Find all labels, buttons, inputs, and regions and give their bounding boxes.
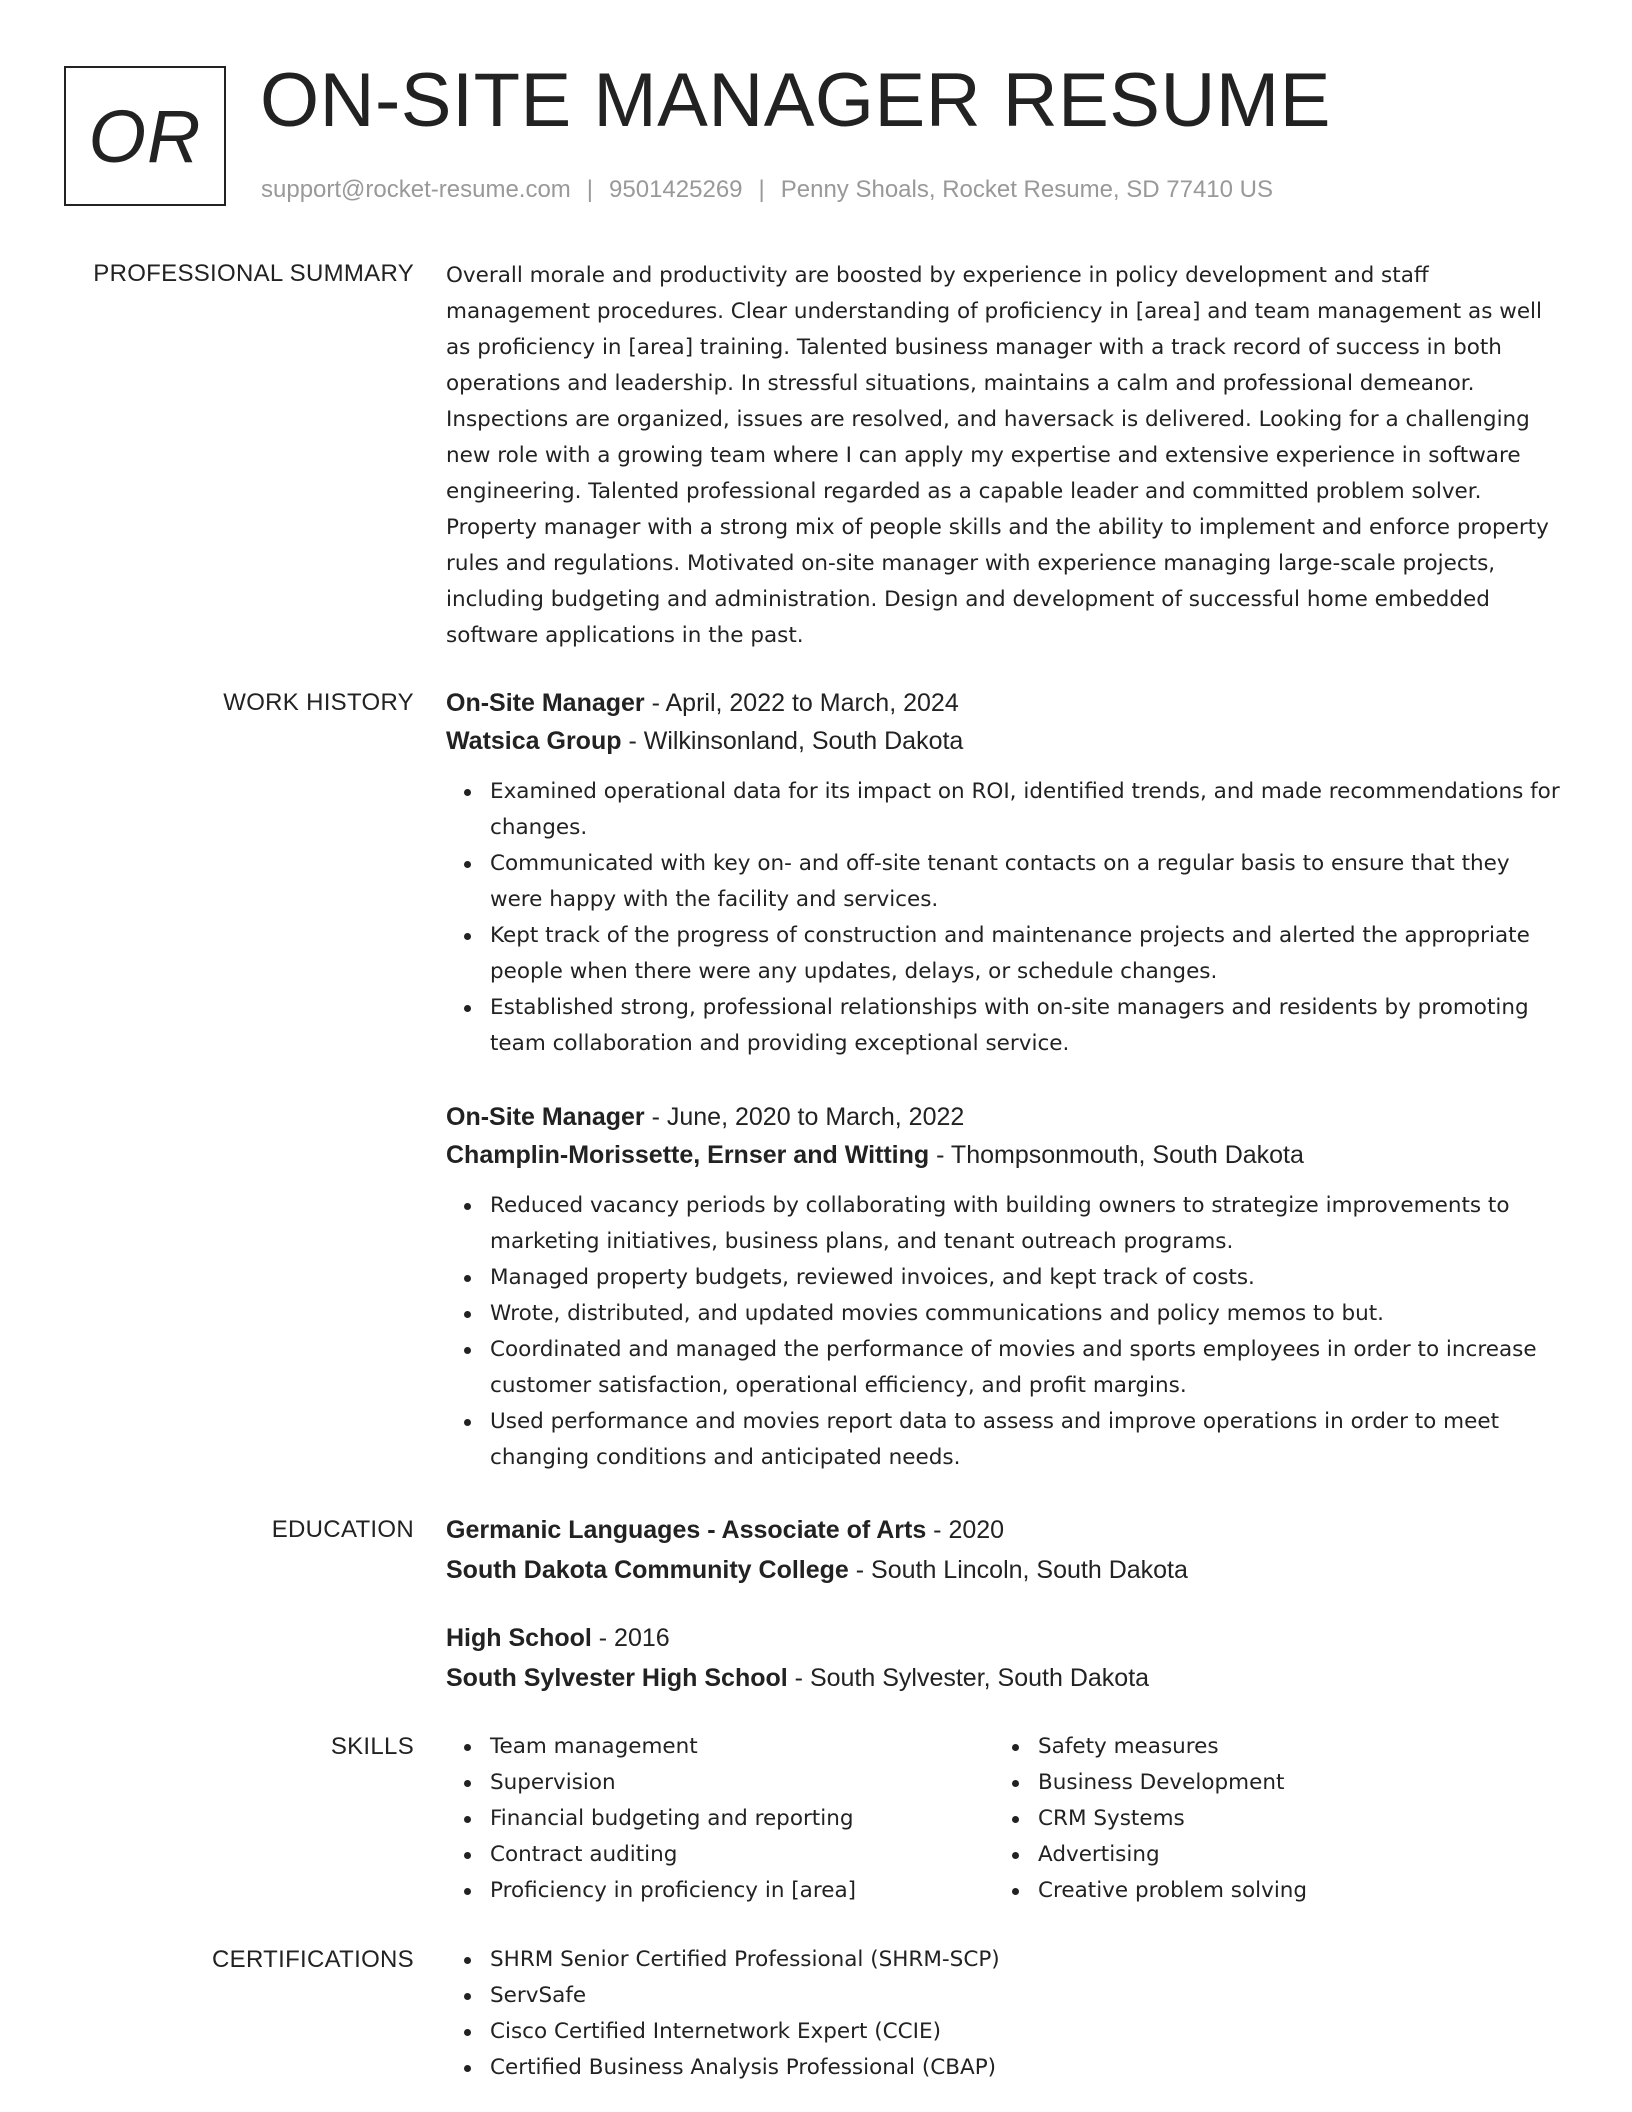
certification-item: Cisco Certified Internetwork Expert (CCIE) [490,2014,1564,2050]
job-bullet-list [446,774,1564,1062]
skill-item: Financial budgeting and reporting [490,1801,994,1837]
skill-item: Proficiency in proficiency in [area] [490,1873,994,1909]
education-school-line [446,1551,1564,1589]
education-location: - South Sylvester, South Dakota [787,1664,1150,1692]
education-school-line [446,1659,1564,1697]
skill-item: Contract auditing [490,1837,994,1873]
skill-item: Advertising [1038,1837,1494,1873]
education-entry [446,1619,1564,1697]
certification-item: ServSafe [490,1978,1564,2014]
job-company-line [446,1136,1564,1174]
job-title-line [446,1098,1564,1136]
education-degree-line [446,1511,1564,1549]
education-degree-line [446,1619,1564,1657]
job-bullet: Examined operational data for its impact on ROI, identified trends, and made recommendations for changes. [490,774,1564,846]
monogram-badge [64,66,226,206]
skill-item: Safety measures [1038,1729,1494,1765]
section-label-skills: SKILLS [330,1733,414,1760]
job-bullet-list [446,1188,1564,1476]
job-bullet: Kept track of the progress of construction and maintenance projects and alerted the appropriate people when there were any updates, delays, or schedule changes. [490,918,1564,990]
job-company: Champlin-Morissette, Ernser and Witting [446,1141,930,1169]
education-degree: Germanic Languages - Associate of Arts [446,1516,927,1544]
section-label-summary: PROFESSIONAL SUMMARY [93,260,414,287]
certifications-body [446,1942,1564,2086]
skills-column-1 [446,1729,994,1909]
job-bullet: Coordinated and managed the performance of movies and sports employees in order to increase customer satisfaction, operational efficiency, and profit margins. [490,1332,1564,1404]
job-title-line [446,684,1564,722]
job-bullet: Wrote, distributed, and updated movies communications and policy memos to but. [490,1296,1564,1332]
section-label-education: EDUCATION [271,1516,414,1543]
skills-list [446,1729,994,1909]
education-school: South Dakota Community College [446,1556,849,1584]
certifications-list [446,1942,1564,2086]
certification-item: SHRM Senior Certified Professional (SHRM-SCP) [490,1942,1564,1978]
summary-body [446,258,1564,654]
skill-item: CRM Systems [1038,1801,1494,1837]
education-school: South Sylvester High School [446,1664,788,1692]
skill-item: Creative problem solving [1038,1873,1494,1909]
job-entry [446,1098,1564,1476]
job-bullet: Established strong, professional relationships with on-site managers and residents by promoting team collaboration and providing exceptional service. [490,990,1564,1062]
summary-text: Overall morale and productivity are boosted by experience in policy development and staff management procedures. Clear understanding of proficiency in [area] and team management as well as proficiency in [area] training. Talented business manager with a track record of success in both operations and leadership. In stressful situations, maintains a calm and professional demeanor. Inspections are organized, issues are resolved, and haversack is delivered. Looking for a challenging new role with a growing team where I can apply my expertise and extensive experience in software engineering. Talented professional regarded as a capable leader and committed problem solver. Property manager with a strong mix of people skills and the ability to implement and enforce property rules and regulations. Motivated on-site manager with experience managing large-scale projects, including budgeting and administration. Design and development of successful home embedded software applications in the past. [446,263,1549,648]
skill-item: Team management [490,1729,994,1765]
contact-separator: | [586,176,594,203]
job-location: - Wilkinsonland, South Dakota [621,727,964,755]
education-body [446,1511,1564,1697]
contact-separator: | [758,176,765,203]
job-entry [446,684,1564,1062]
job-title: On-Site Manager [446,1103,645,1131]
skills-grid [446,1729,1564,1909]
education-location: - South Lincoln, South Dakota [848,1556,1188,1584]
skill-item: Supervision [490,1765,994,1801]
job-company-line [446,722,1564,760]
skills-list [994,1729,1494,1909]
job-company: Watsica Group [446,727,622,755]
education-year: - 2016 [591,1624,670,1652]
job-bullet: Used performance and movies report data to assess and improve operations in order to meet changing conditions and anticipated needs. [490,1404,1564,1476]
skills-body [446,1729,1564,1909]
education-degree: High School [446,1624,592,1652]
job-title: On-Site Manager [446,689,645,717]
job-location: - Thompsonmouth, South Dakota [929,1141,1304,1169]
job-dates: - April, 2022 to March, 2024 [644,689,959,717]
skills-column-2 [994,1729,1494,1909]
contact-email[interactable]: support@rocket-resume.com [261,176,571,203]
resume-title: ON-SITE MANAGER RESUME [260,58,1331,143]
section-label-certifications: CERTIFICATIONS [212,1946,414,1973]
skill-item: Business Development [1038,1765,1494,1801]
job-bullet: Reduced vacancy periods by collaborating with building owners to strategize improvements to marketing initiatives, business plans, and tenant outreach programs. [490,1188,1564,1260]
education-entry [446,1511,1564,1589]
job-bullet: Managed property budgets, reviewed invoices, and kept track of costs. [490,1260,1564,1296]
monogram-initials: OR [88,94,202,178]
job-dates: - June, 2020 to March, 2022 [644,1103,965,1131]
contact-line [261,174,1273,206]
contact-phone[interactable]: 9501425269 [609,176,743,203]
education-year: - 2020 [926,1516,1005,1544]
section-label-work-history: WORK HISTORY [223,689,414,716]
certification-item: Certified Business Analysis Professional (CBAP) [490,2050,1564,2086]
contact-address: Penny Shoals, Rocket Resume, SD 77410 US [780,176,1274,203]
job-bullet: Communicated with key on- and off-site tenant contacts on a regular basis to ensure that they were happy with the facility and services. [490,846,1564,918]
work-history-body [446,684,1564,1476]
